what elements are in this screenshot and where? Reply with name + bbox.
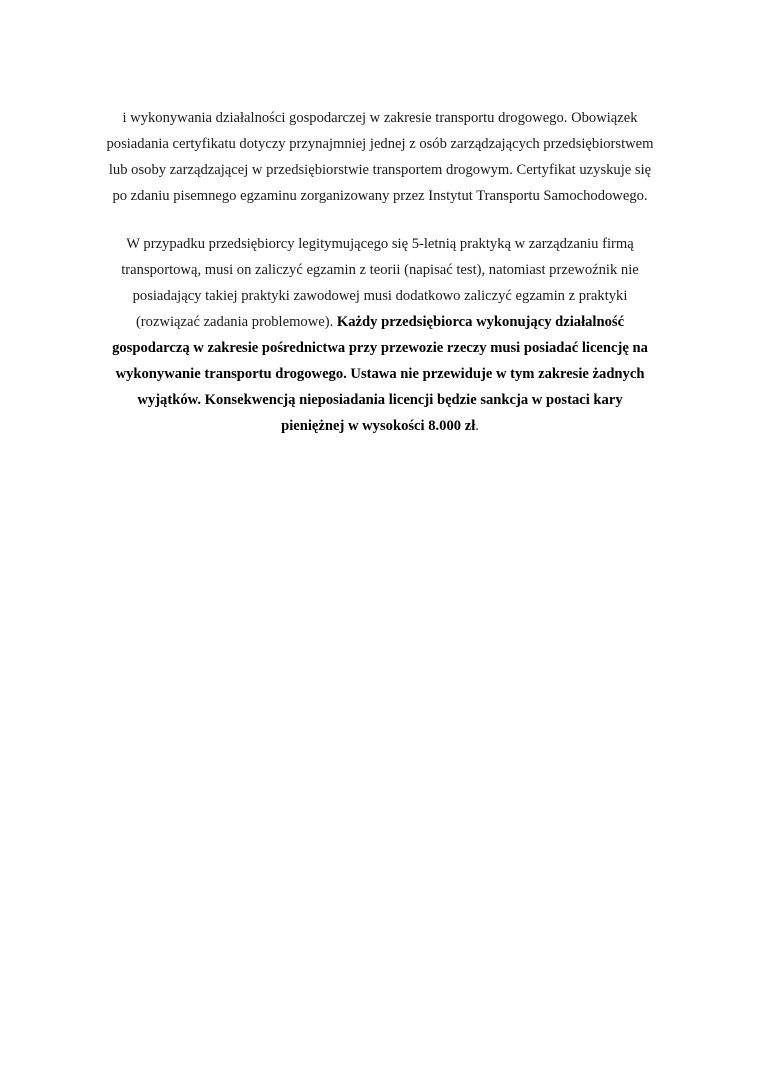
- bold-text-segment: wyjątków. Konsekwencją nieposiadania licencji będzie sankcja w postaci kary: [137, 392, 623, 408]
- paragraph-license: [88, 231, 672, 439]
- bold-text-segment: gospodarczą w zakresie pośrednictwa przy przewozie rzeczy musi posiadać licencję na: [112, 340, 648, 356]
- text-line: [88, 309, 672, 335]
- bold-text-segment: pieniężnej w wysokości 8.000 zł: [281, 418, 476, 434]
- text-line: posiadania certyfikatu dotyczy przynajmniej jednej z osób zarządzających przedsiębiorstwem: [106, 136, 654, 152]
- text-line: lub osoby zarządzającej w przedsiębiorstwie transportem drogowym. Certyfikat uzyskuje się: [108, 162, 652, 178]
- text-segment: (rozwiązać zadania problemowe).: [135, 314, 337, 330]
- text-line: transportową, musi on zaliczyć egzamin z teorii (napisać test), natomiast przewoźnik nie: [121, 262, 639, 278]
- paragraph-text: [88, 231, 672, 439]
- text-line: [88, 335, 672, 361]
- text-segment: .: [475, 418, 479, 434]
- text-line: po zdaniu pisemnego egzaminu zorganizowany przez Instytut Transportu Samochodowego.: [112, 188, 648, 204]
- text-line: [88, 387, 672, 413]
- text-line: posiadający takiej praktyki zawodowej musi dodatkowo zaliczyć egzamin z praktyki: [132, 288, 628, 304]
- text-line: [88, 361, 672, 387]
- paragraph-certificate: [88, 105, 672, 209]
- bold-text-segment: wykonywanie transportu drogowego. Ustawa nie przewiduje w tym zakresie żadnych: [115, 366, 645, 382]
- text-line: W przypadku przedsiębiorcy legitymującego się 5-letnią praktyką w zarządzaniu firmą: [126, 236, 634, 252]
- text-line: i wykonywania działalności gospodarczej w zakresie transportu drogowego. Obowiązek: [122, 110, 638, 126]
- bold-text-segment: Każdy przedsiębiorca wykonujący działalność: [336, 314, 625, 330]
- paragraph-text: [88, 105, 672, 209]
- text-line: [88, 413, 672, 439]
